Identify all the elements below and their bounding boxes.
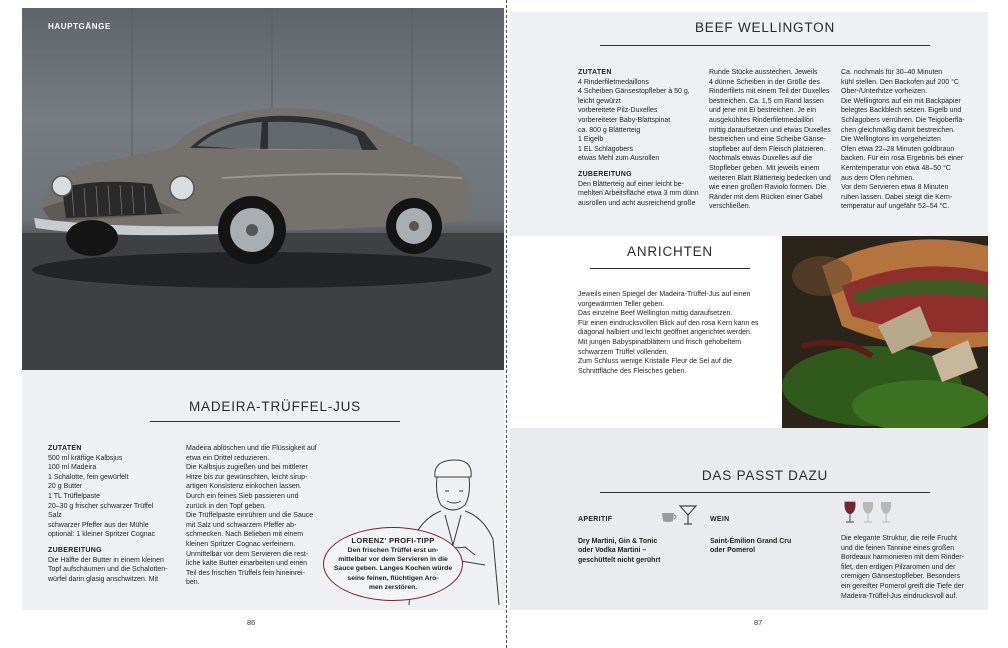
ingredient-item: 1 Eigelb	[578, 136, 604, 144]
prep-line: schmecken. Nach Belieben mit einem	[186, 531, 304, 539]
prep-line: Ofen etwa 22–28 Minuten goldbraun	[841, 145, 955, 153]
prep-line: temperatur auf ungefähr 52–54 °C.	[841, 203, 950, 211]
wine-line: Saint-Émilion Grand Cru	[710, 537, 792, 545]
pairing-title: DAS PASST DAZU	[701, 468, 829, 483]
serve-line: Für einen eindrucksvollen Blick auf den rosa Kern kann es	[578, 319, 759, 327]
ingredient-item: ca. 800 g Blätterteig	[578, 126, 641, 134]
wine-glass-icon	[881, 502, 891, 522]
martini-glass-icon	[680, 506, 696, 524]
wine-glass-icon	[863, 502, 873, 522]
tip-line: Den frischen Trüffel erst un-	[347, 547, 439, 554]
prep-line: chen gleichmäßig damit bestreichen.	[841, 126, 956, 134]
prep-line: kleinen Spritzer Cognac verfeinern.	[186, 540, 296, 548]
prep-line: Madeira ablöschen und die Flüssigkeit auf	[186, 445, 317, 452]
chef-tip-badge	[323, 527, 463, 601]
sauce-ingredients	[48, 444, 178, 584]
prep-line: Stopfleber geben. Mit jeweils einem	[709, 164, 820, 172]
wine-note-line: Madeira-Trüffel-Jus eindrucksvoll auf.	[841, 592, 958, 600]
prep-line: Kerntemperatur von etwa 48–50 °C	[841, 164, 951, 172]
prep-line: Nochmals etwas Duxelles auf die	[709, 155, 813, 163]
tip-line: men zerstören.	[368, 583, 418, 591]
ingredient-item: 1 TL Trüffelpaste	[48, 492, 101, 500]
prep-line: Runde Stücke ausstechen. Jeweils	[709, 69, 818, 76]
prep-line: ausgekühltes Rinderfiletmedaillon	[709, 116, 814, 124]
title-rule	[150, 421, 400, 422]
wine-note-line: ein gereifter Pomerol greift die Tiefe der	[841, 582, 964, 590]
prep-line: Ränder mit dem Rücken einer Gabel	[709, 193, 823, 201]
aperitif-line: geschüttelt nicht gerührt	[578, 556, 661, 564]
ingredient-item: etwas Mehl zum Ausrollen	[578, 155, 660, 163]
tip-line: Sauce geben. Langes Kochen würde	[333, 565, 453, 573]
prep-line: Unmittelbar vor dem Servieren die rest-	[186, 550, 309, 558]
prep-line: Die Wellingtons auf ein mit Backpapier	[841, 97, 961, 105]
wine-note	[841, 534, 981, 601]
prep-line: ruhen lassen. Dabei steigt die Kern-	[841, 193, 953, 201]
serve-line: Schnittfläche des Fleisches geben.	[578, 367, 687, 375]
prep-line: Topf aufschäumen und die Schalotten-	[48, 566, 168, 574]
serve-line: Mit jungen Babyspinatblättern und frisch gehobeltem	[578, 338, 742, 346]
prep-line: verschließen.	[709, 203, 751, 211]
prep-line: Die Kalbsjus zugießen und bei mittlerer	[186, 464, 308, 472]
prep-line: weiteren Blatt Blätterteig bedecken und	[709, 174, 831, 182]
serve-line: schwarzem Trüffel vollenden.	[578, 348, 669, 356]
aperitif-line: Dry Martini, Gin & Tonic	[578, 537, 658, 545]
wine-note-line: und die feinen Tannine eines großen	[841, 544, 955, 552]
serving-instructions	[578, 290, 778, 376]
wellington-title: BEEF WELLINGTON	[694, 20, 836, 35]
prep-line: ausrollen und acht ausreichend große	[578, 199, 696, 207]
page-number-left: 86	[247, 618, 256, 627]
wine-note-line: Die elegante Struktur, die reife Frucht	[841, 535, 957, 542]
prep-line: aus dem Ofen nehmen.	[841, 174, 915, 182]
prep-line: artigen Konsistenz einkochen lassen.	[186, 483, 302, 491]
ingredient-item: vorbereiteter Baby-Blattspinat	[578, 116, 671, 124]
prep-line: Schlagobers verrühren. Die Teigoberflä-	[841, 116, 965, 124]
right-page	[510, 0, 1008, 648]
prep-line: bestreichen. Ca. 1,5 cm Rand lassen	[709, 97, 824, 105]
ingredient-item: schwarzer Pfeffer aus der Mühle	[48, 521, 149, 529]
tip-text	[324, 546, 462, 592]
serve-line: vorgewärmten Teller geben.	[578, 300, 665, 308]
prep-line: 4 dünne Scheiben in der Größe des	[709, 78, 820, 86]
ingredient-item: vorbereitete Pilz-Duxelles	[578, 107, 658, 115]
coffee-cup-icon	[662, 513, 676, 522]
wine-heading: WEIN	[710, 516, 730, 523]
prep-line: Rinderfilets mit einem Teil der Duxelles	[709, 88, 830, 96]
sauce-prep-continued	[186, 444, 321, 588]
ingredient-item: 500 ml kräftige Kalbsjus	[48, 454, 123, 462]
title-rule	[590, 268, 750, 269]
wine-block	[710, 515, 830, 556]
ingredient-item: 4 Rinderfiletmedaillons	[578, 78, 649, 86]
section-label: HAUPTGÄNGE	[48, 22, 111, 31]
prep-line: Ca. nochmals für 30–40 Minuten	[841, 69, 943, 76]
ingredient-item: leicht gewürzt	[578, 97, 621, 105]
prep-line: belegtes Backblech setzen. Eigelb und	[841, 107, 962, 115]
wine-glass-icon	[845, 502, 855, 522]
prep-heading: ZUBEREITUNG	[48, 546, 102, 554]
ingredient-item: 100 ml Madeira	[48, 464, 97, 472]
ingredient-item: 20 g Butter	[48, 483, 83, 491]
wellington-prep-col3	[841, 68, 981, 212]
sauce-title: MADEIRA-TRÜFFEL-JUS	[189, 399, 361, 414]
serving-title: ANRICHTEN	[627, 244, 713, 259]
prep-line: und jene mit Ei bestreichen. Je ein	[709, 107, 817, 115]
prep-line: Den Blätterteig auf einer leicht be-	[578, 180, 684, 188]
ingredient-item: 1 Schalotte, fein gewürfelt	[48, 473, 129, 481]
title-rule	[600, 492, 930, 493]
prep-line: bestreichen und eine Scheibe Gänse-	[709, 136, 827, 144]
prep-line: mittig daraufsetzen und etwas Duxelles	[709, 126, 831, 134]
tip-line: seine feinen, flüchtigen Aro-	[347, 574, 439, 582]
prep-line: mit Salz und schwarzem Pfeffer ab-	[186, 521, 297, 529]
wine-note-line: Bordeaux harmonieren mit dem Rinder-	[841, 554, 964, 562]
prep-line: Ober-/Unterhitze vorheizen.	[841, 88, 927, 96]
serve-line: diagonal halbiert und leicht geöffnet angerichtet werden.	[578, 329, 752, 337]
prep-line: ben.	[186, 579, 200, 587]
wine-icons	[843, 500, 897, 526]
ingredient-item: 4 Scheiben Gänsestopfleber à 50 g,	[578, 88, 690, 96]
tip-title: LORENZ' PROFI-TIPP	[351, 536, 435, 545]
aperitif-line: oder Vodka Martini –	[578, 547, 647, 555]
car-photo	[22, 8, 504, 370]
prep-line: Vor dem Servieren etwa 8 Minuten	[841, 184, 949, 192]
ingredients-heading: ZUTATEN	[48, 445, 82, 452]
serve-line: Zum Schluss wenige Kristalle Fleur de Sel auf die	[578, 358, 733, 366]
wellington-ingredients	[578, 68, 708, 208]
prep-line: Die Wellingtons im vorgeheizten	[841, 136, 941, 144]
ingredients-heading: ZUTATEN	[578, 69, 612, 76]
serve-line: Jeweils einen Spiegel der Madeira-Trüffel-Jus auf einen	[578, 291, 751, 298]
beef-wellington-photo	[782, 236, 988, 428]
page-number-right: 87	[754, 618, 763, 627]
prep-line: stopfleber auf dem Fleisch platzieren.	[709, 145, 826, 153]
aperitif-heading: APERITIF	[578, 516, 613, 523]
prep-line: Teil des frischen Trüffels fein hineinrei-	[186, 569, 305, 577]
prep-line: Die Hälfte der Butter in einem kleinen	[48, 556, 164, 564]
tip-line: mittelbar vor dem Servieren in die	[338, 556, 448, 564]
ingredient-item: 20–30 g frischer schwarzer Trüffel	[48, 502, 154, 510]
title-rule	[600, 45, 930, 46]
prep-line: würfel darin glasig anschwitzen. Mit	[48, 575, 159, 583]
prep-line: mehlten Arbeitsfläche etwa 3 mm dünn	[578, 190, 699, 198]
prep-line: zurück in den Topf geben.	[186, 502, 267, 510]
prep-line: liche kalte Butter einarbeiten und einen	[186, 560, 308, 568]
prep-heading: ZUBEREITUNG	[578, 170, 632, 178]
page-fold	[506, 0, 507, 648]
prep-line: Hitze bis zur gewünschten, leicht sirup-	[186, 473, 308, 481]
wine-line: oder Pomerol	[710, 547, 756, 555]
prep-line: Die Trüffelpaste einrühren und die Sauce	[186, 512, 314, 520]
wellington-prep-col2	[709, 68, 837, 212]
classic-car-illustration	[22, 8, 504, 370]
dish-illustration	[782, 236, 988, 428]
wine-note-line: cremigen Gänsestopfleber. Besonders	[841, 573, 961, 581]
prep-line: backen. Für ein rosa Ergebnis bei einer	[841, 155, 964, 163]
serve-line: Das einzelne Beef Wellington mittig daraufsetzen.	[578, 310, 733, 318]
ingredient-item: Salz	[48, 512, 62, 520]
prep-line: wie einen großen Raviolo formen. Die	[709, 184, 827, 192]
ingredient-item: 1 EL Schlagobers	[578, 145, 633, 153]
prep-line: etwa ein Drittel reduzieren.	[186, 454, 270, 462]
aperitif-icons	[660, 502, 700, 528]
prep-line: Durch ein feines Sieb passieren und	[186, 492, 299, 500]
ingredient-item: optional: 1 kleiner Spritzer Cognac	[48, 531, 156, 539]
wine-note-line: filet, den erdigen Pilzaromen und der	[841, 563, 956, 571]
prep-line: kühl stellen. Den Backofen auf 200 °C	[841, 78, 959, 86]
